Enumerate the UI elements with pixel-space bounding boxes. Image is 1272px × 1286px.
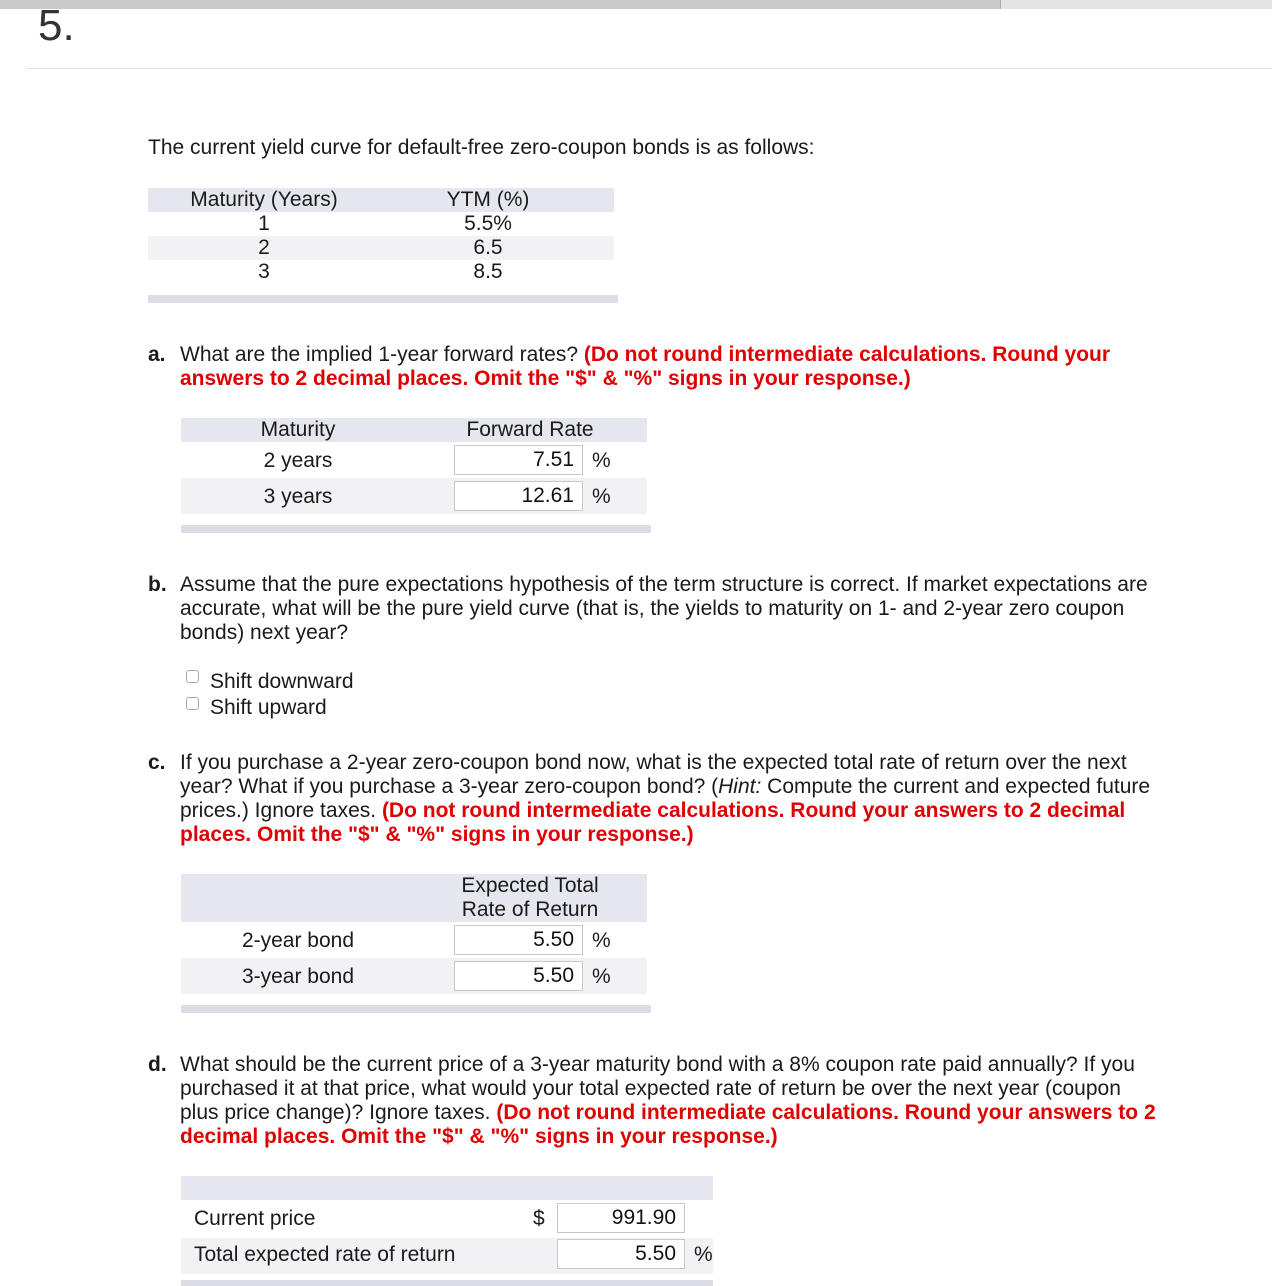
part-d-instruction: (Do not round intermediate calculations. Round your answers to 2 decimal places. Omit the "$" & "%" signs in your response.) <box>180 1101 1156 1148</box>
row-label-3-years: 3 years <box>263 485 333 508</box>
table-footer-bar <box>181 1280 713 1286</box>
part-d-question <box>180 1053 1165 1149</box>
forward-table-header <box>181 418 647 442</box>
dollar-sign: $ <box>533 1207 545 1230</box>
part-a-instruction: (Do not round intermediate calculations. Round your answers to 2 decimal places. Omit the "$" & "%" signs in your response.) <box>180 343 1111 390</box>
table-footer-bar <box>181 525 651 533</box>
table-row <box>148 236 614 260</box>
hint-word: Hint: <box>718 775 762 798</box>
return-2yr-bond-input[interactable]: 5.50 <box>454 925 583 955</box>
return-3yr-bond-input[interactable]: 5.50 <box>454 961 583 991</box>
ytm-cell: 8.5 <box>473 260 503 283</box>
yield-table-header <box>148 188 614 212</box>
part-d-question-text: What should be the current price of a 3-year maturity bond with a 8% coupon rate paid annually? If you purchased it at that price, what would your total expected rate of return be over the next year (coupon plus price change)? Ignore taxes. <box>180 1053 1135 1124</box>
header-maturity: Maturity (Years) <box>190 188 338 211</box>
maturity-cell: 3 <box>258 260 270 283</box>
top-scrollbar-track <box>0 0 1000 9</box>
intro-text: The current yield curve for default-free zero-coupon bonds is as follows: <box>148 136 815 159</box>
part-a-label: a. <box>148 343 166 366</box>
percent-unit: % <box>592 485 611 508</box>
table-row <box>148 260 614 284</box>
header-divider <box>26 68 1272 69</box>
percent-unit: % <box>592 929 611 952</box>
header-forward-rate: Forward Rate <box>466 418 594 441</box>
return-table-header <box>181 874 647 922</box>
option-checkbox-shift-downward[interactable] <box>186 670 199 683</box>
percent-unit: % <box>592 449 611 472</box>
row-label-2-year-bond: 2-year bond <box>241 929 355 952</box>
top-scrollbar-end <box>1000 0 1272 9</box>
maturity-cell: 2 <box>258 236 270 259</box>
part-c-question-text: If you purchase a 2-year zero-coupon bond now, what is the expected total rate of return over the next year? What if you purchase a 3-year zero-coupon bond? ( <box>180 751 1127 798</box>
header-rate-of-return: Rate of Return <box>461 898 599 921</box>
current-price-input[interactable]: 991.90 <box>557 1203 685 1233</box>
total-expected-return-input[interactable]: 5.50 <box>557 1239 685 1269</box>
row-label-3-year-bond: 3-year bond <box>241 965 355 988</box>
option-label-shift-downward[interactable]: Shift downward <box>210 670 354 693</box>
part-c-label: c. <box>148 751 166 774</box>
row-label-current-price: Current price <box>194 1207 316 1230</box>
part-d-label: d. <box>148 1053 167 1076</box>
option-checkbox-shift-upward[interactable] <box>186 697 199 710</box>
yield-table <box>148 188 614 284</box>
percent-unit: % <box>592 965 611 988</box>
row-label-total-expected-return: Total expected rate of return <box>194 1243 456 1266</box>
price-table-header <box>181 1176 713 1200</box>
option-label-shift-upward[interactable]: Shift upward <box>210 696 327 719</box>
ytm-cell: 6.5 <box>473 236 503 259</box>
header-expected-total: Expected Total <box>461 874 599 897</box>
table-row <box>148 212 614 236</box>
header-maturity: Maturity <box>260 418 336 441</box>
percent-unit: % <box>694 1243 713 1266</box>
part-b-label: b. <box>148 573 167 596</box>
maturity-cell: 1 <box>258 212 270 235</box>
part-c-question <box>180 751 1180 847</box>
row-label-2-years: 2 years <box>263 449 333 472</box>
ytm-cell: 5.5% <box>464 212 512 235</box>
table-footer-bar <box>148 295 618 303</box>
forward-rate-2yr-input[interactable]: 7.51 <box>454 445 583 475</box>
part-c-instruction: (Do not round intermediate calculations. Round your answers to 2 decimal places. Omit the "$" & "%" signs in your response.) <box>180 799 1126 846</box>
forward-rate-3yr-input[interactable]: 12.61 <box>454 481 583 511</box>
part-c-question-text-2: Compute the current and expected future prices.) Ignore taxes. <box>180 775 1151 822</box>
part-a-question-text: What are the implied 1-year forward rates? <box>180 343 579 366</box>
header-ytm: YTM (%) <box>446 188 530 211</box>
part-b-question: Assume that the pure expectations hypothesis of the term structure is correct. If market expectations are accurate, what will be the pure yield curve (that is, the yields to maturity on 1- and 2-year zero coupon bonds) next year? <box>180 573 1148 644</box>
table-footer-bar <box>181 1005 651 1013</box>
question-number: 5. <box>38 1 75 50</box>
part-a-question <box>180 343 1180 391</box>
